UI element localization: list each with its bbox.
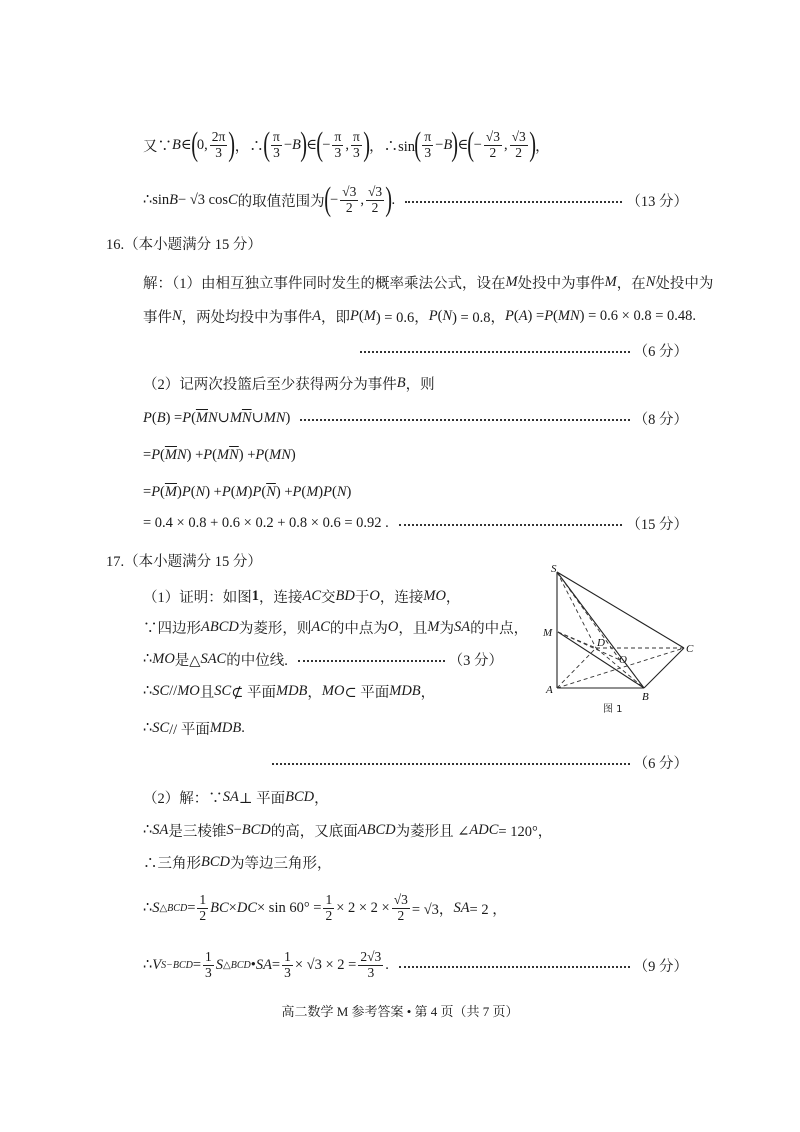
fraction-denominator: 2 (371, 199, 379, 215)
text-segment: ) = (165, 409, 183, 426)
text-segment: − (283, 136, 293, 153)
text-segment: ) (290, 446, 296, 463)
math-variable: P (143, 409, 152, 426)
text-segment: ∪ (251, 409, 264, 426)
parenthesis: ( (262, 126, 270, 163)
text-segment: ∴ (143, 719, 153, 736)
score-label: （13 分） (626, 193, 688, 210)
text-segment: ，则 (405, 376, 435, 393)
fraction-denominator: 2 (515, 144, 523, 160)
math-variable: SC (152, 682, 170, 699)
math-variable: M (306, 483, 319, 500)
text-segment: ，∴ (234, 138, 264, 155)
parenthesis: ) (363, 126, 370, 163)
vertex-label-c: C (686, 643, 694, 655)
dot-leader (360, 351, 630, 353)
subscript: △BCD (223, 959, 251, 971)
fraction-denominator: 2 (345, 199, 353, 215)
math-variable: BCD (241, 821, 271, 838)
math-variable: BD (335, 587, 355, 604)
text-segment: ( (160, 446, 165, 463)
text-segment: × √3 × 2 = (294, 956, 357, 973)
dot-leader (405, 201, 622, 203)
fraction-denominator: 3 (367, 964, 375, 980)
text-segment: • (250, 956, 256, 973)
fraction-denominator: 3 (424, 144, 432, 160)
text-segment: ) (247, 483, 253, 500)
text-segment: ) = (527, 307, 545, 324)
text-segment: − (233, 821, 242, 838)
score-label: （15 分） (626, 516, 688, 533)
text-line (143, 435, 688, 475)
text-segment: 为菱形，则 (238, 620, 312, 637)
math-variable: SC (214, 682, 232, 699)
math-variable: M (363, 307, 376, 324)
text-segment: 为等边三角形， (230, 855, 332, 872)
math-variable: SA (152, 821, 169, 838)
math-variable: B (169, 191, 179, 208)
math-variable: P (151, 446, 161, 463)
text-line (143, 125, 688, 165)
text-segment: , (503, 136, 508, 153)
overlined-variable: $\overline{N}$ (229, 446, 239, 463)
text-segment: ( (190, 483, 196, 500)
text-segment: ( (553, 307, 558, 324)
text-segment: // (169, 682, 178, 699)
text-segment: = (143, 483, 152, 500)
text-segment: ∴ (143, 956, 153, 973)
text-segment: ， (445, 589, 461, 606)
math-variable: AC (311, 618, 330, 635)
parenthesis: ( (467, 126, 475, 163)
parenthesis: ( (323, 181, 331, 218)
text-segment: 交 (321, 589, 336, 606)
math-variable: MN (557, 307, 580, 324)
fraction-numerator: π (352, 129, 360, 145)
question-heading (106, 223, 688, 263)
text-segment: ( (261, 483, 267, 500)
text-segment: 解：（1）由相互独立事件同时发生的概率乘法公式，设在 (143, 275, 506, 292)
math-variable: SA (222, 788, 239, 805)
text-line (143, 885, 688, 931)
math-variable: N (195, 483, 206, 500)
vertex-label-d: D (597, 637, 605, 649)
text-line (143, 180, 688, 220)
text-segment: ∵四边形 (143, 620, 201, 637)
text-segment: − (435, 136, 444, 153)
math-variable: N (172, 307, 182, 324)
math-variable: C (227, 191, 238, 208)
fraction-denominator: 2 (325, 907, 333, 923)
text-segment: ( (191, 409, 196, 426)
math-variable: SAC (200, 650, 227, 667)
fraction-numerator: π (424, 129, 432, 145)
math-variable: B (172, 136, 181, 153)
parenthesis: ) (529, 126, 536, 163)
math-variable: B (292, 136, 301, 153)
text-segment: ⊥ 平面 (238, 790, 286, 807)
math-variable: MO (177, 682, 200, 699)
math-variable: S (152, 899, 160, 916)
fraction-numerator: 2√3 (360, 949, 382, 965)
text-segment: ∈ (180, 136, 192, 153)
text-segment: 于 (354, 589, 370, 606)
text-segment: ( (264, 446, 270, 463)
vertex-label-s: S (551, 563, 557, 575)
text-segment: （2）记两次投篮后至少获得两分为事件 (143, 376, 397, 393)
text-segment: ) + (275, 483, 293, 500)
overlined-variable: $\overline{M}$ (195, 409, 208, 426)
fraction-numerator: √3 (367, 184, 383, 200)
text-segment: . (241, 719, 245, 736)
parenthesis: ( (414, 126, 422, 163)
text-line (143, 671, 503, 711)
math-variable: N (208, 409, 218, 426)
math-variable: ABCD (201, 618, 239, 635)
text-segment: ⊂ 平面 (344, 684, 390, 701)
math-variable: MDB (389, 682, 421, 699)
text-segment: ) (285, 409, 291, 426)
dot-leader (399, 966, 630, 968)
text-segment: = (192, 956, 202, 973)
text-segment: = (143, 446, 152, 463)
text-segment: 处投中为事件 (517, 275, 605, 292)
math-variable: DC (236, 899, 257, 916)
math-variable: MO (321, 682, 345, 699)
text-segment: ( (358, 307, 364, 324)
text-line (143, 942, 688, 988)
text-segment: ) + (205, 483, 222, 500)
dot-leader (272, 763, 630, 765)
text-line (143, 398, 688, 438)
vertex-label-a: A (546, 684, 553, 696)
text-segment: × sin 60° = (257, 899, 322, 916)
math-variable: MDB (209, 719, 242, 736)
parenthesis: ( (190, 126, 198, 163)
fraction (210, 130, 228, 159)
text-segment: ∪ (217, 409, 230, 426)
text-segment: 的取值范围为 (237, 193, 325, 210)
text-line (143, 363, 688, 403)
math-variable: MDB (275, 682, 308, 699)
text-segment: ∴ (143, 899, 153, 916)
text-segment: − (322, 136, 331, 153)
figure-caption: 图 1 (603, 704, 623, 715)
math-variable: BCD (201, 853, 230, 870)
text-segment: ，连接 (379, 589, 424, 606)
math-variable: BCD (285, 788, 315, 805)
math-variable: P (504, 307, 514, 324)
fraction (340, 185, 358, 214)
fraction-denominator: 2 (199, 907, 207, 923)
math-variable: B (156, 409, 166, 426)
vertex-label-b: B (642, 691, 649, 703)
text-segment: ∴sin (143, 191, 170, 208)
text-segment: = (187, 899, 196, 916)
text-segment: ，连接 (259, 589, 303, 606)
math-variable: AC (302, 587, 322, 604)
vertex-label-o: O (619, 654, 627, 666)
text-segment: ，在 (616, 275, 646, 292)
page-footer: 高二数学 M 参考答案 • 第 4 页（共 7 页） (281, 1004, 519, 1019)
math-variable: N (176, 446, 187, 463)
fraction (366, 185, 384, 214)
text-segment: 为 (439, 620, 454, 637)
score-label: （9 分） (633, 958, 688, 975)
text-segment: ，∴sin (369, 138, 416, 155)
math-variable: P (252, 483, 262, 500)
text-segment: ) (176, 483, 182, 500)
fraction (351, 130, 362, 159)
text-segment: ， (314, 790, 329, 807)
text-segment: = (271, 956, 281, 973)
parenthesis: ( (316, 126, 324, 163)
math-variable: P (292, 483, 302, 500)
text-segment: × (228, 899, 237, 916)
text-segment: = 0.4 × 0.8 + 0.6 × 0.2 + 0.8 × 0.6 = 0.92 . (143, 514, 389, 531)
fraction-numerator: π (273, 129, 280, 145)
text-segment: 16.（本小题满分 15 分） (106, 236, 262, 253)
math-variable: N (645, 273, 656, 290)
fraction-numerator: 2π (211, 129, 226, 145)
text-segment: − (473, 136, 482, 153)
text-segment: 的中位线. (226, 652, 288, 669)
text-segment: ( (332, 483, 337, 500)
text-segment: ，且 (398, 620, 428, 637)
text-segment: = 120°， (498, 823, 553, 840)
text-line (143, 842, 688, 882)
math-variable: SA (453, 618, 471, 635)
text-segment: ⊄ 平面 (231, 684, 276, 701)
score-label: （6 分） (633, 343, 688, 360)
math-variable: P (350, 307, 359, 324)
text-segment: ) + (186, 446, 204, 463)
dot-leader (399, 524, 623, 526)
text-segment: 的中点为 (329, 620, 388, 637)
text-segment: 是△ (174, 652, 201, 669)
fraction-denominator: 3 (205, 964, 212, 980)
fraction (197, 893, 208, 922)
dot-leader (300, 419, 629, 421)
overlined-variable: $\overline{N}$ (266, 483, 276, 500)
math-variable: A (518, 307, 528, 324)
fraction (358, 950, 383, 979)
fraction-denominator: 2 (489, 144, 497, 160)
math-variable: ABCD (357, 821, 396, 838)
text-segment: ∴ (143, 650, 153, 667)
text-segment: . (385, 956, 389, 973)
text-segment: 的高，又底面 (270, 823, 358, 840)
parenthesis: ) (385, 181, 393, 218)
fraction (332, 130, 343, 159)
math-variable: BC (210, 899, 229, 916)
text-segment: ( (212, 446, 217, 463)
math-variable: MN (269, 446, 291, 463)
text-segment: ， (535, 138, 550, 155)
text-segment: ( (160, 483, 165, 500)
fraction (484, 130, 502, 159)
text-segment: ( (437, 307, 443, 324)
math-variable: M (217, 446, 230, 463)
text-segment: ( (230, 483, 236, 500)
text-segment: 的中点， (470, 620, 529, 637)
text-segment: = 2 ， (469, 901, 507, 918)
fraction-numerator: √3 (393, 892, 408, 908)
text-segment: , (360, 191, 364, 208)
fraction-numerator: 1 (199, 892, 207, 908)
math-variable: SC (152, 719, 170, 736)
math-variable: N (442, 307, 453, 324)
text-segment: ) (318, 483, 324, 500)
math-variable: P (323, 483, 332, 500)
overlined-variable: $\overline{M}$ (164, 483, 177, 500)
text-segment: ， (420, 684, 436, 701)
fraction-denominator: 3 (215, 144, 222, 160)
text-segment: 是三棱锥 (168, 823, 227, 840)
pyramid-figure (535, 562, 705, 722)
text-segment: ( (301, 483, 307, 500)
text-segment: ，两处均投中为事件 (181, 309, 313, 326)
parenthesis: ) (451, 126, 459, 163)
text-segment: （2）解：∵ (143, 790, 223, 807)
math-variable: M (505, 273, 518, 290)
math-variable: P (182, 409, 192, 426)
text-segment: ) (346, 483, 352, 500)
text-segment: （1）证明：如图 (143, 589, 252, 606)
text-segment: 又∵ (143, 138, 172, 155)
fraction-numerator: π (334, 129, 342, 145)
fraction (203, 950, 214, 979)
fraction-numerator: 1 (284, 949, 291, 965)
math-variable: P (151, 483, 161, 500)
score-label: （8 分） (633, 411, 688, 428)
score-label: （3 分） (448, 652, 503, 669)
text-segment: ) = 0.8， (452, 309, 505, 326)
math-variable: A (312, 307, 322, 324)
fraction-numerator: 1 (325, 892, 333, 908)
math-variable: P (203, 446, 213, 463)
math-variable: O (387, 618, 399, 635)
math-variable: M (604, 273, 617, 290)
math-variable: P (181, 483, 191, 500)
math-variable: ADC (469, 821, 499, 838)
fraction (392, 893, 410, 922)
math-variable: S (215, 956, 224, 973)
text-segment: // 平面 (169, 721, 210, 738)
text-segment: ∴ (143, 821, 153, 838)
text-segment: , (345, 136, 349, 153)
fraction-numerator: 1 (205, 949, 212, 965)
vertex-label-m: M (543, 627, 553, 639)
text-segment: = √3， (411, 901, 454, 918)
text-segment: 为菱形且 ∠ (395, 823, 470, 840)
fraction-numerator: √3 (342, 184, 357, 200)
fraction-numerator: √3 (485, 129, 500, 145)
text-segment: ) = 0.6 × 0.8 = 0.48. (579, 307, 697, 324)
text-segment: ∈ (457, 136, 469, 153)
fraction (282, 950, 293, 979)
text-segment: ∈ (306, 136, 317, 153)
text-segment: ( (151, 409, 157, 426)
fraction-denominator: 3 (334, 144, 342, 160)
text-segment: 处投中为 (655, 275, 714, 292)
math-variable: B (396, 374, 406, 391)
math-variable: O (369, 587, 380, 604)
math-variable: P (221, 483, 231, 500)
math-variable: N (336, 483, 347, 500)
fraction (271, 130, 282, 159)
parenthesis: ) (228, 126, 236, 163)
text-line (143, 503, 688, 543)
score-label: （6 分） (633, 755, 688, 772)
math-variable: M (235, 483, 248, 500)
math-variable: P (428, 307, 438, 324)
overlined-variable: $\overline{N}$ (241, 409, 252, 426)
text-segment: − √3 cos (178, 191, 228, 208)
fraction (323, 893, 334, 922)
math-variable: MN (263, 409, 286, 426)
math-variable: MO (423, 587, 446, 604)
fraction-numerator: √3 (511, 129, 526, 145)
math-variable: M (229, 409, 242, 426)
text-line (262, 742, 688, 782)
math-variable: M (427, 618, 440, 635)
math-variable: SA (255, 956, 272, 973)
text-segment: 17.（本小题满分 15 分） (106, 553, 262, 570)
fraction (422, 130, 433, 159)
overlined-variable: $\overline{M}$ (164, 446, 177, 463)
subscript: S−BCD (161, 959, 193, 971)
dot-leader (298, 660, 445, 662)
text-segment: 且 (199, 684, 215, 701)
text-segment: 0, (196, 136, 208, 153)
text-segment: ∴ (143, 682, 153, 699)
text-segment: ) = 0.6， (375, 309, 429, 326)
text-segment: ，即 (321, 309, 351, 326)
math-variable: B (443, 136, 453, 153)
fraction-denominator: 2 (397, 907, 405, 923)
text-segment: . (391, 191, 396, 208)
fraction (510, 130, 528, 159)
math-variable: P (544, 307, 554, 324)
text-segment: ， (307, 684, 322, 701)
fraction-denominator: 3 (284, 964, 291, 980)
text-segment: × 2 × 2 × (336, 899, 390, 916)
math-variable: V (152, 956, 162, 973)
math-variable: MO (152, 650, 175, 667)
text-segment: ) + (238, 446, 256, 463)
parenthesis: ) (300, 126, 307, 163)
text-segment: − (329, 191, 339, 208)
bold-text: 1 (251, 587, 259, 604)
subscript: △BCD (159, 902, 188, 914)
fraction-denominator: 3 (273, 144, 280, 160)
text-segment: ( (513, 307, 519, 324)
math-variable: S (226, 821, 234, 838)
text-segment: ∴三角形 (143, 855, 201, 872)
text-segment: 事件 (143, 309, 172, 326)
math-variable: P (255, 446, 265, 463)
fraction-denominator: 3 (352, 144, 360, 160)
math-variable: SA (453, 899, 470, 916)
